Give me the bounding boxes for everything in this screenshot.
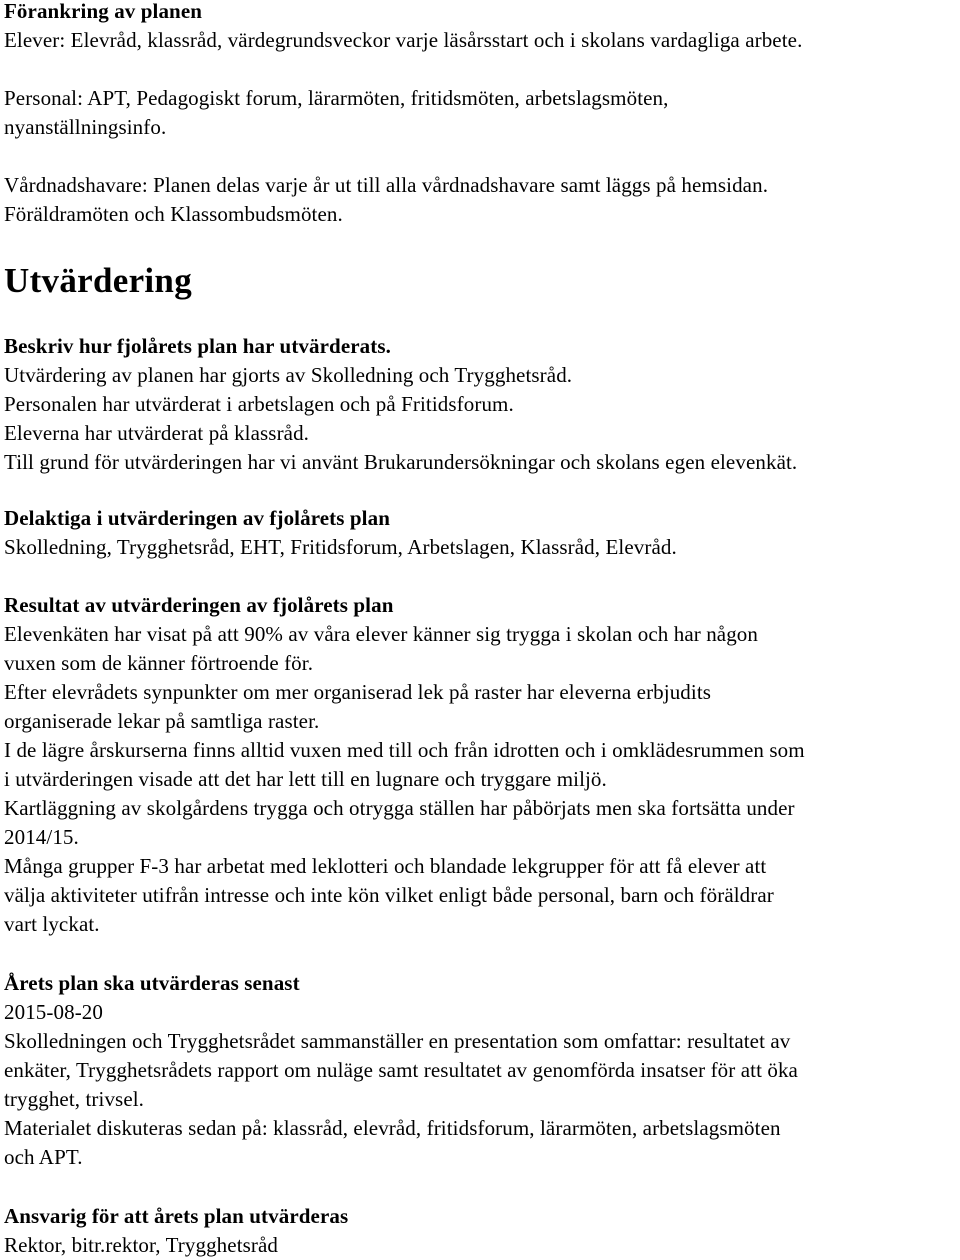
beskriv-line: Utvärdering av planen har gjorts av Skolledning och Trygghetsråd. [4, 363, 573, 387]
delaktiga-text: Skolledning, Trygghetsråd, EHT, Fritidsforum, Arbetslagen, Klassråd, Elevråd. [4, 535, 677, 559]
forankring-elever: Elever: Elevråd, klassråd, värdegrundsveckor varje läsårsstart och i skolans vardagliga arbete. [4, 28, 803, 52]
beskriv-line: Till grund för utvärderingen har vi använt Brukarundersökningar och skolans egen elevenkät. [4, 450, 798, 474]
resultat-line: I de lägre årskurserna finns alltid vuxen med till och från idrotten och i omklädesrummen som [4, 738, 805, 762]
utvardering-heading: Utvärdering [4, 261, 192, 300]
resultat-line: Kartläggning av skolgårdens trygga och otrygga ställen har påbörjats men ska fortsätta under [4, 796, 795, 820]
resultat-line: 2014/15. [4, 825, 79, 849]
senast-date: 2015-08-20 [4, 1000, 103, 1024]
resultat-heading: Resultat av utvärderingen av fjolårets plan [4, 593, 394, 617]
resultat-line: i utvärderingen visade att det har lett till en lugnare och tryggare miljö. [4, 767, 607, 791]
beskriv-heading: Beskriv hur fjolårets plan har utvärderats. [4, 334, 391, 358]
beskriv-line: Personalen har utvärderat i arbetslagen och på Fritidsforum. [4, 392, 514, 416]
resultat-line: Många grupper F-3 har arbetat med leklotteri och blandade lekgrupper för att få elever att [4, 854, 767, 878]
ansvarig-text: Rektor, bitr.rektor, Trygghetsråd [4, 1233, 279, 1257]
forankring-personal-line: nyanställningsinfo. [4, 115, 167, 139]
beskriv-line: Eleverna har utvärderat på klassråd. [4, 421, 310, 445]
delaktiga-heading: Delaktiga i utvärderingen av fjolårets plan [4, 506, 390, 530]
ansvarig-heading: Ansvarig för att årets plan utvärderas [4, 1204, 349, 1228]
resultat-line: Elevenkäten har visat på att 90% av våra elever känner sig trygga i skolan och har någon [4, 622, 759, 646]
resultat-line: välja aktiviteter utifrån intresse och inte kön vilket enligt både personal, barn och föräldrar [4, 883, 774, 907]
forankring-personal [4, 84, 958, 142]
resultat-line: organiserade lekar på samtliga raster. [4, 709, 320, 733]
senast-line: enkäter, Trygghetsrådets rapport om nuläge samt resultatet av genomförda insatser för att öka [4, 1058, 798, 1082]
forankring-vardnad-line: Föräldramöten och Klassombudsmöten. [4, 202, 343, 226]
resultat-line: vart lyckat. [4, 912, 100, 936]
forankring-vardnadshavare [4, 171, 958, 229]
senast-text [4, 998, 958, 1172]
senast-line: trygghet, trivsel. [4, 1087, 145, 1111]
senast-heading: Årets plan ska utvärderas senast [4, 971, 300, 995]
forankring-personal-line: Personal: APT, Pedagogiskt forum, lärarmöten, fritidsmöten, arbetslagsmöten, [4, 86, 669, 110]
forankring-heading: Förankring av planen [4, 0, 203, 23]
beskriv-text [4, 361, 958, 477]
senast-line: och APT. [4, 1145, 83, 1169]
forankring-vardnad-line: Vårdnadshavare: Planen delas varje år ut till alla vårdnadshavare samt läggs på hemsidan. [4, 173, 769, 197]
senast-line: Materialet diskuteras sedan på: klassråd, elevråd, fritidsforum, lärarmöten, arbetslagsmöten [4, 1116, 781, 1140]
senast-line: Skolledningen och Trygghetsrådet sammanställer en presentation som omfattar: resultatet av [4, 1029, 791, 1053]
resultat-line: Efter elevrådets synpunkter om mer organiserad lek på raster har eleverna erbjudits [4, 680, 712, 704]
resultat-text [4, 620, 958, 939]
resultat-line: vuxen som de känner förtroende för. [4, 651, 314, 675]
